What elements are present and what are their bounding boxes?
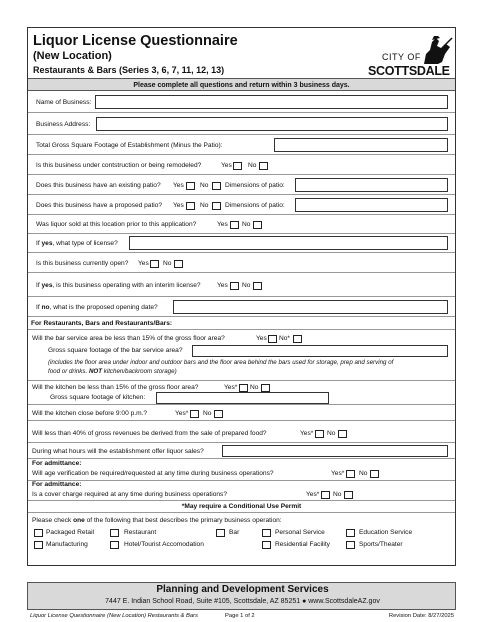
row-liquor-sold-prior <box>28 215 455 234</box>
proposed-patio-label: Does this business have a proposed patio? <box>36 202 163 209</box>
city-of-scottsdale-logo <box>366 34 454 78</box>
interim-license-yes-checkbox[interactable] <box>230 282 239 290</box>
bar-area-no-checkbox[interactable] <box>293 335 302 343</box>
form-subtitle: (New Location) <box>33 50 112 62</box>
form-series: Restaurants & Bars (Series 3, 6, 7, 11, 12, 13) <box>33 65 225 75</box>
bar-sq-ft-input[interactable] <box>192 345 448 357</box>
interim-license-label: If yes, is this business operating with an interim license? <box>36 282 201 289</box>
bar-area-15-label: Will the bar service area be less than 15% of the gross floor area? <box>32 335 225 342</box>
interim-license-no-checkbox[interactable] <box>253 282 262 290</box>
row-opening-date <box>28 297 455 317</box>
opening-date-input[interactable] <box>173 300 448 314</box>
row-name-of-business <box>28 91 455 113</box>
name-of-business-input[interactable] <box>95 95 448 109</box>
kitchen-sq-ft-input[interactable] <box>156 392 329 404</box>
kitchen-close-label: Will the kitchen close before 9:00 p.m.? <box>32 410 148 417</box>
existing-patio-dimensions-label: Dimensions of patio: <box>225 182 285 189</box>
license-type-label: If yes, what type of license? <box>36 240 118 247</box>
yes-label: Yes <box>138 260 149 267</box>
manufacturing-checkbox[interactable] <box>34 541 43 549</box>
under-construction-no-checkbox[interactable] <box>259 162 268 170</box>
opening-date-label: If no, what is the proposed opening date? <box>36 304 158 311</box>
yes-label: Yes <box>256 335 267 342</box>
yes-label: Yes <box>173 182 184 189</box>
footer-department: Planning and Development Services <box>156 584 329 595</box>
cover-charge-yes-checkbox[interactable] <box>321 491 330 499</box>
existing-patio-no-checkbox[interactable] <box>212 182 221 190</box>
row-interim-license <box>28 273 455 297</box>
row-bar-service-area <box>28 330 455 381</box>
business-operation-section <box>28 513 455 565</box>
admittance-heading: For admittance: <box>32 460 82 467</box>
row-kitchen-area <box>28 381 455 405</box>
age-verification-yes-checkbox[interactable] <box>346 470 355 478</box>
no-label: No <box>333 491 342 498</box>
gross-sq-ft-input[interactable] <box>274 138 448 152</box>
footer-address: 7447 E. Indian School Road, Suite #105, Scottsdale, AZ 85251 ● www.ScottsdaleAZ.gov <box>105 598 380 605</box>
personal-service-label: Personal Service <box>275 529 325 536</box>
row-restaurants-section <box>28 317 455 330</box>
revenue-40-label: Will less than 40% of gross revenues be derived from the sale of prepared food? <box>32 430 267 437</box>
liquor-hours-label: During what hours will the establishment offer liquor sales? <box>32 448 204 455</box>
yes-label: Yes <box>217 221 228 228</box>
sports-theater-label: Sports/Theater <box>359 541 403 548</box>
kitchen-no-checkbox[interactable] <box>261 384 270 392</box>
bar-sq-ft-note-line-1: (includes the floor area under indoor and outdoor bars and the floor area behind the bars used for storage, prep and serving of <box>48 359 394 366</box>
license-type-input[interactable] <box>129 236 448 250</box>
no-label: No <box>203 410 212 417</box>
bar-checkbox[interactable] <box>216 529 225 537</box>
sports-theater-checkbox[interactable] <box>346 541 355 549</box>
bar-sq-ft-label: Gross square footage of the bar service area? <box>48 347 183 354</box>
proposed-patio-yes-checkbox[interactable] <box>186 202 195 210</box>
bar-area-yes-checkbox[interactable] <box>268 335 277 343</box>
footer-page-number: Page 1 of 2 <box>225 613 255 619</box>
admittance-heading: For admittance: <box>32 481 82 488</box>
row-business-address <box>28 113 455 135</box>
business-operation-prompt: Please check one of the following that best describes the primary business operation: <box>32 517 282 524</box>
currently-open-yes-checkbox[interactable] <box>150 260 159 268</box>
existing-patio-dimensions-input[interactable] <box>295 178 448 192</box>
logo-city-of: CITY OF <box>382 52 421 62</box>
row-cup-note <box>28 501 455 513</box>
residential-facility-label: Residential Facility <box>275 541 330 548</box>
questionnaire-form <box>27 27 456 566</box>
yes-star-label: Yes* <box>300 430 314 437</box>
row-proposed-patio <box>28 195 455 215</box>
personal-service-checkbox[interactable] <box>262 529 271 537</box>
liquor-hours-input[interactable] <box>222 445 448 457</box>
logo-scottsdale: SCOTTSDALE <box>368 64 450 78</box>
currently-open-no-checkbox[interactable] <box>174 260 183 268</box>
proposed-patio-no-checkbox[interactable] <box>212 202 221 210</box>
yes-star-label: Yes* <box>331 470 345 477</box>
education-service-checkbox[interactable] <box>346 529 355 537</box>
row-age-verification <box>28 459 455 481</box>
row-under-construction <box>28 155 455 175</box>
footer-revision-date: Revision Date: 8/27/2025 <box>388 613 454 619</box>
hotel-tourist-checkbox[interactable] <box>110 541 119 549</box>
gross-sq-ft-label: Total Gross Square Footage of Establishment (Minus the Patio): <box>36 142 223 149</box>
yes-label: Yes <box>217 282 228 289</box>
existing-patio-yes-checkbox[interactable] <box>186 182 195 190</box>
manufacturing-label: Manufacturing <box>46 541 88 548</box>
restaurant-checkbox[interactable] <box>110 529 119 537</box>
education-service-label: Education Service <box>359 529 413 536</box>
instructions-bar: Please complete all questions and return within 3 business days. <box>28 78 455 91</box>
name-of-business-label: Name of Business: <box>36 99 92 106</box>
kitchen-close-yes-checkbox[interactable] <box>190 410 199 418</box>
bar-label: Bar <box>229 529 240 536</box>
business-address-input[interactable] <box>96 117 448 131</box>
kitchen-sq-ft-label: Gross square footage of kitchen: <box>50 394 146 401</box>
row-gross-square-footage <box>28 135 455 155</box>
yes-label: Yes <box>221 162 232 169</box>
proposed-patio-dimensions-label: Dimensions of patio: <box>225 202 285 209</box>
row-cover-charge <box>28 481 455 501</box>
form-title: Liquor License Questionnaire <box>33 33 238 49</box>
cup-note: *May require a Conditional Use Permit <box>181 503 302 510</box>
footer-bar <box>27 582 456 610</box>
row-liquor-hours <box>28 443 455 459</box>
age-verification-no-checkbox[interactable] <box>370 470 379 478</box>
cover-charge-no-checkbox[interactable] <box>344 491 353 499</box>
business-address-label: Business Address: <box>36 121 91 128</box>
no-label: No <box>248 162 257 169</box>
revenue-yes-checkbox[interactable] <box>315 430 324 438</box>
under-construction-label: Is this business under contstruction or being remodeled? <box>36 162 202 169</box>
packaged-retail-checkbox[interactable] <box>34 529 43 537</box>
currently-open-label: Is this business currently open? <box>36 260 129 267</box>
no-label: No <box>327 430 336 437</box>
no-label: No <box>200 182 209 189</box>
row-license-type <box>28 234 455 253</box>
no-star-label: No* <box>279 335 290 342</box>
no-label: No <box>242 282 251 289</box>
yes-star-label: Yes* <box>306 491 320 498</box>
no-label: No <box>163 260 172 267</box>
page-footer <box>27 582 456 622</box>
no-label: No <box>200 202 209 209</box>
packaged-retail-label: Packaged Retail <box>46 529 95 536</box>
cover-charge-label: Is a cover charge required at any time during business operations? <box>32 491 227 498</box>
existing-patio-label: Does this business have an existing patio? <box>36 182 161 189</box>
bar-sq-ft-note-line-2: food or drinks. NOT kitchen/backroom storage) <box>48 368 177 375</box>
liquor-sold-prior-label: Was liquor sold at this location prior to this application? <box>36 221 197 228</box>
yes-star-label: Yes* <box>224 384 238 391</box>
no-label: No <box>250 384 259 391</box>
row-revenue-40 <box>28 421 455 443</box>
kitchen-close-no-checkbox[interactable] <box>214 410 223 418</box>
liquor-sold-prior-yes-checkbox[interactable] <box>230 221 239 229</box>
kitchen-yes-checkbox[interactable] <box>239 384 248 392</box>
yes-label: Yes <box>173 202 184 209</box>
row-currently-open <box>28 253 455 273</box>
hotel-tourist-label: Hotel/Tourist Accomodation <box>124 541 204 548</box>
row-existing-patio <box>28 175 455 195</box>
footer-form-name: Liquor License Questionnaire (New Location) Restaurants & Bars <box>30 613 198 619</box>
kitchen-15-label: Will the kitchen be less than 15% of the gross floor area? <box>32 384 199 391</box>
under-construction-yes-checkbox[interactable] <box>233 162 242 170</box>
restaurants-section-heading: For Restaurants, Bars and Restaurants/Bars: <box>31 320 173 327</box>
form-header <box>28 28 455 78</box>
no-label: No <box>242 221 251 228</box>
proposed-patio-dimensions-input[interactable] <box>295 198 448 212</box>
yes-star-label: Yes* <box>175 410 189 417</box>
residential-facility-checkbox[interactable] <box>262 541 271 549</box>
no-label: No <box>359 470 368 477</box>
restaurant-label: Restaurant <box>124 529 157 536</box>
age-verification-label: Will age verification be required/requested at any time during business operations? <box>32 470 274 477</box>
liquor-sold-prior-no-checkbox[interactable] <box>253 221 262 229</box>
revenue-no-checkbox[interactable] <box>338 430 347 438</box>
row-kitchen-close <box>28 405 455 421</box>
